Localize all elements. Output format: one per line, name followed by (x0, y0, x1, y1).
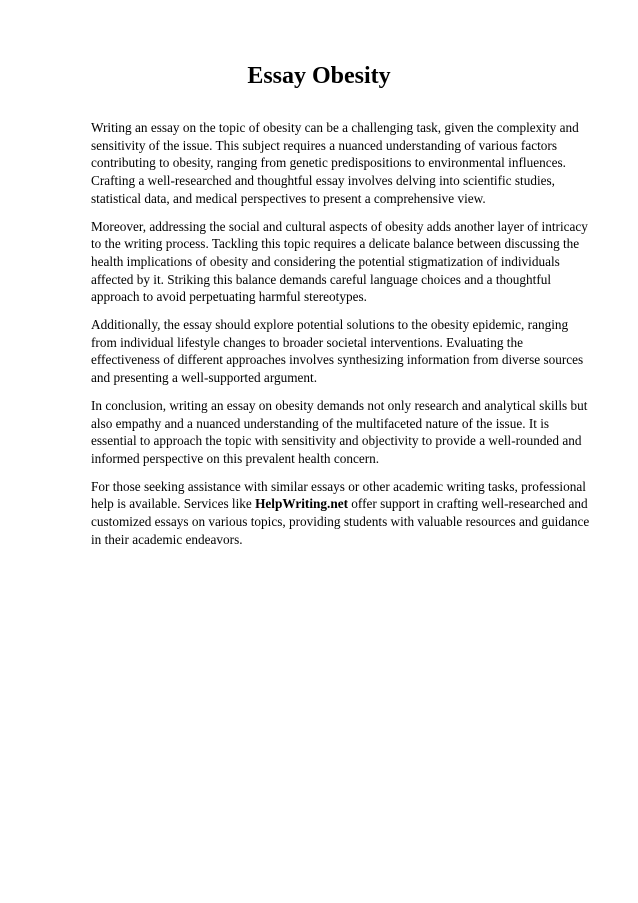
paragraph-3: Additionally, the essay should explore potential solutions to the obesity epidemic, ranging from individual lifestyle changes to broader societal interventions. Evaluating the effectiveness of different approaches involves synthesizing information from diverse sources and presenting a well-supported argument. (91, 317, 584, 386)
paragraph-1: Writing an essay on the topic of obesity can be a challenging task, given the complexity and sensitivity of the issue. This subject requires a nuanced understanding of various factors contributing to obesity, ranging from genetic predispositions to environmental influences. Crafting a well-researched and thoughtful essay involves delving into scientific studies, statistical data, and medical perspectives to present a comprehensive view. (91, 120, 579, 206)
document-body (91, 119, 591, 558)
helpwriting-link[interactable]: HelpWriting.net (255, 496, 348, 512)
closing-text-after: offer support in crafting well-researched and customized essays on various topics, providing students with valuable resources and guidance in their academic endeavors. (91, 496, 590, 547)
paragraph-2: Moreover, addressing the social and cultural aspects of obesity adds another layer of intricacy to the writing process. Tackling this topic requires a delicate balance between discussing the health implications of obesity and considering the potential stigmatization of individuals affected by it. Striking this balance demands careful language choices and a thoughtful approach to avoid perpetuating harmful stereotypes. (91, 218, 588, 305)
paragraph-4: In conclusion, writing an essay on obesity demands not only research and analytical skills but also empathy and a nuanced understanding of the multifaceted nature of the issue. It is essential to approach the topic with sensitivity and objectivity to provide a well-rounded and informed perspective on this prevalent health concern. (91, 397, 588, 466)
paragraph-5 (91, 478, 591, 549)
document-title: Essay Obesity (247, 63, 391, 89)
closing-text-before: For those seeking assistance with similar essays or other academic writing tasks, professional help is available. Services like (91, 478, 586, 512)
